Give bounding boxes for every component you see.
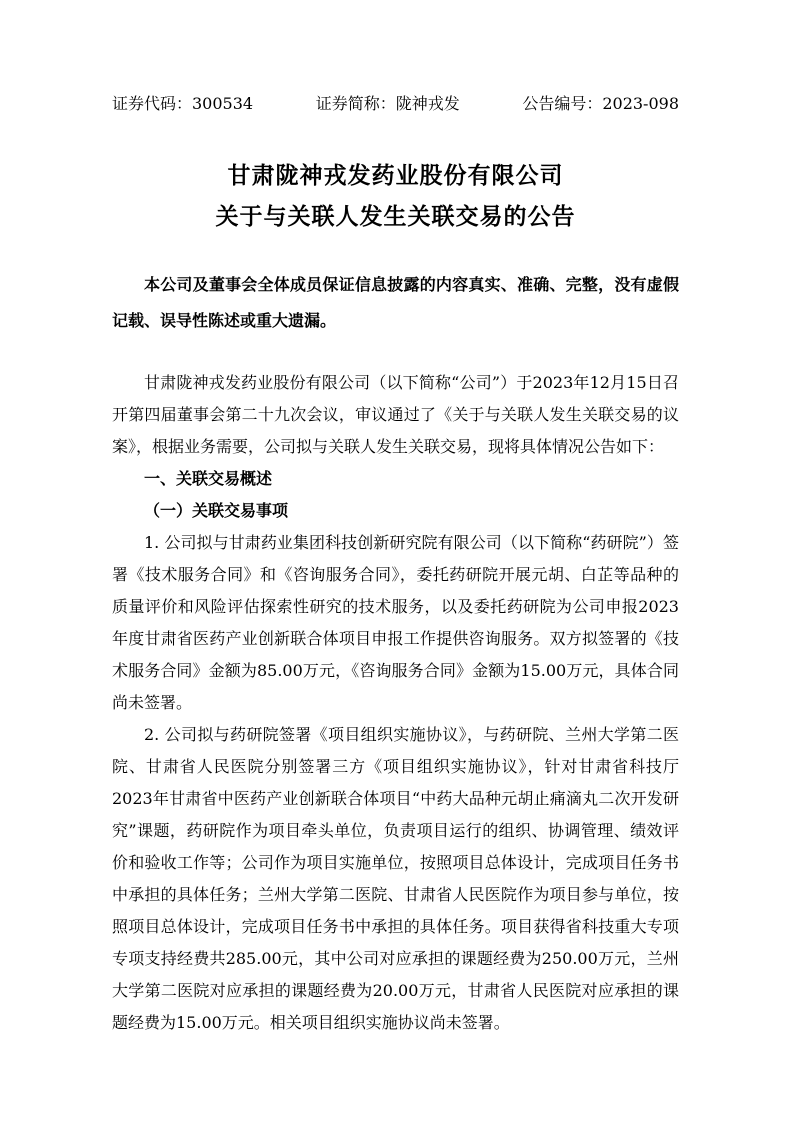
title-company-name: 甘肃陇神戎发药业股份有限公司: [227, 162, 564, 189]
announcement-number: 公告编号：2023-098: [522, 94, 679, 113]
related-transaction-item-1: 1. 公司拟与甘肃药业集团科技创新研究院有限公司（以下简称“药研院”）签署《技术服务合同》和《咨询服务合同》，委托药研院开展元胡、白芷等品种的质量评价和风险评估探索性研究的技术服务，以及委托药研院为公司申报2023年度甘肃省医药产业创新联合体项目申报工作提供咨询服务。双方拟签署的《技术服务合同》金额为85.00万元，《咨询服务合同》金额为15.00万元，具体合同尚未签署。: [112, 533, 679, 712]
section-1-heading: 一、关联交易概述: [144, 469, 273, 488]
stock-abbr: 证券简称：陇神戎发: [315, 94, 460, 113]
stock-code: 证券代码：300534: [112, 94, 254, 113]
section-1-1-heading: （一）关联交易事项: [144, 501, 289, 520]
title-announcement-subject: 关于与关联人发生关联交易的公告: [215, 203, 576, 230]
document-title: [112, 155, 679, 237]
board-disclaimer: 本公司及董事会全体成员保证信息披露的内容真实、准确、完整，没有虚假记载、误导性陈述或重大遗漏。: [112, 275, 679, 330]
document-header: [112, 93, 679, 115]
related-transaction-item-2: 2. 公司拟与药研院签署《项目组织实施协议》，与药研院、兰州大学第二医院、甘肃省人民医院分别签署三方《项目组织实施协议》，针对甘肃省科技厅2023年甘肃省中医药产业创新联合体项目“中药大品种元胡止痛滴丸二次开发研究”课题，药研院作为项目牵头单位，负责项目运行的组织、协调管理、绩效评价和验收工作等；公司作为项目实施单位，按照项目总体设计，完成项目任务书中承担的具体任务；兰州大学第二医院、甘肃省人民医院作为项目参与单位，按照项目总体设计，完成项目任务书中承担的具体任务。项目获得省科技重大专项专项支持经费共285.00元，其中公司对应承担的课题经费为250.00万元，兰州大学第二医院对应承担的课题经费为20.00万元，甘肃省人民医院对应承担的课题经费为15.00万元。相关项目组织实施协议尚未签署。: [112, 725, 679, 1032]
intro-paragraph: 甘肃陇神戎发药业股份有限公司（以下简称“公司”）于2023年12月15日召开第四届董事会第二十九次会议，审议通过了《关于与关联人发生关联交易的议案》，根据业务需要，公司拟与关联人发生关联交易，现将具体情况公告如下：: [112, 373, 679, 456]
